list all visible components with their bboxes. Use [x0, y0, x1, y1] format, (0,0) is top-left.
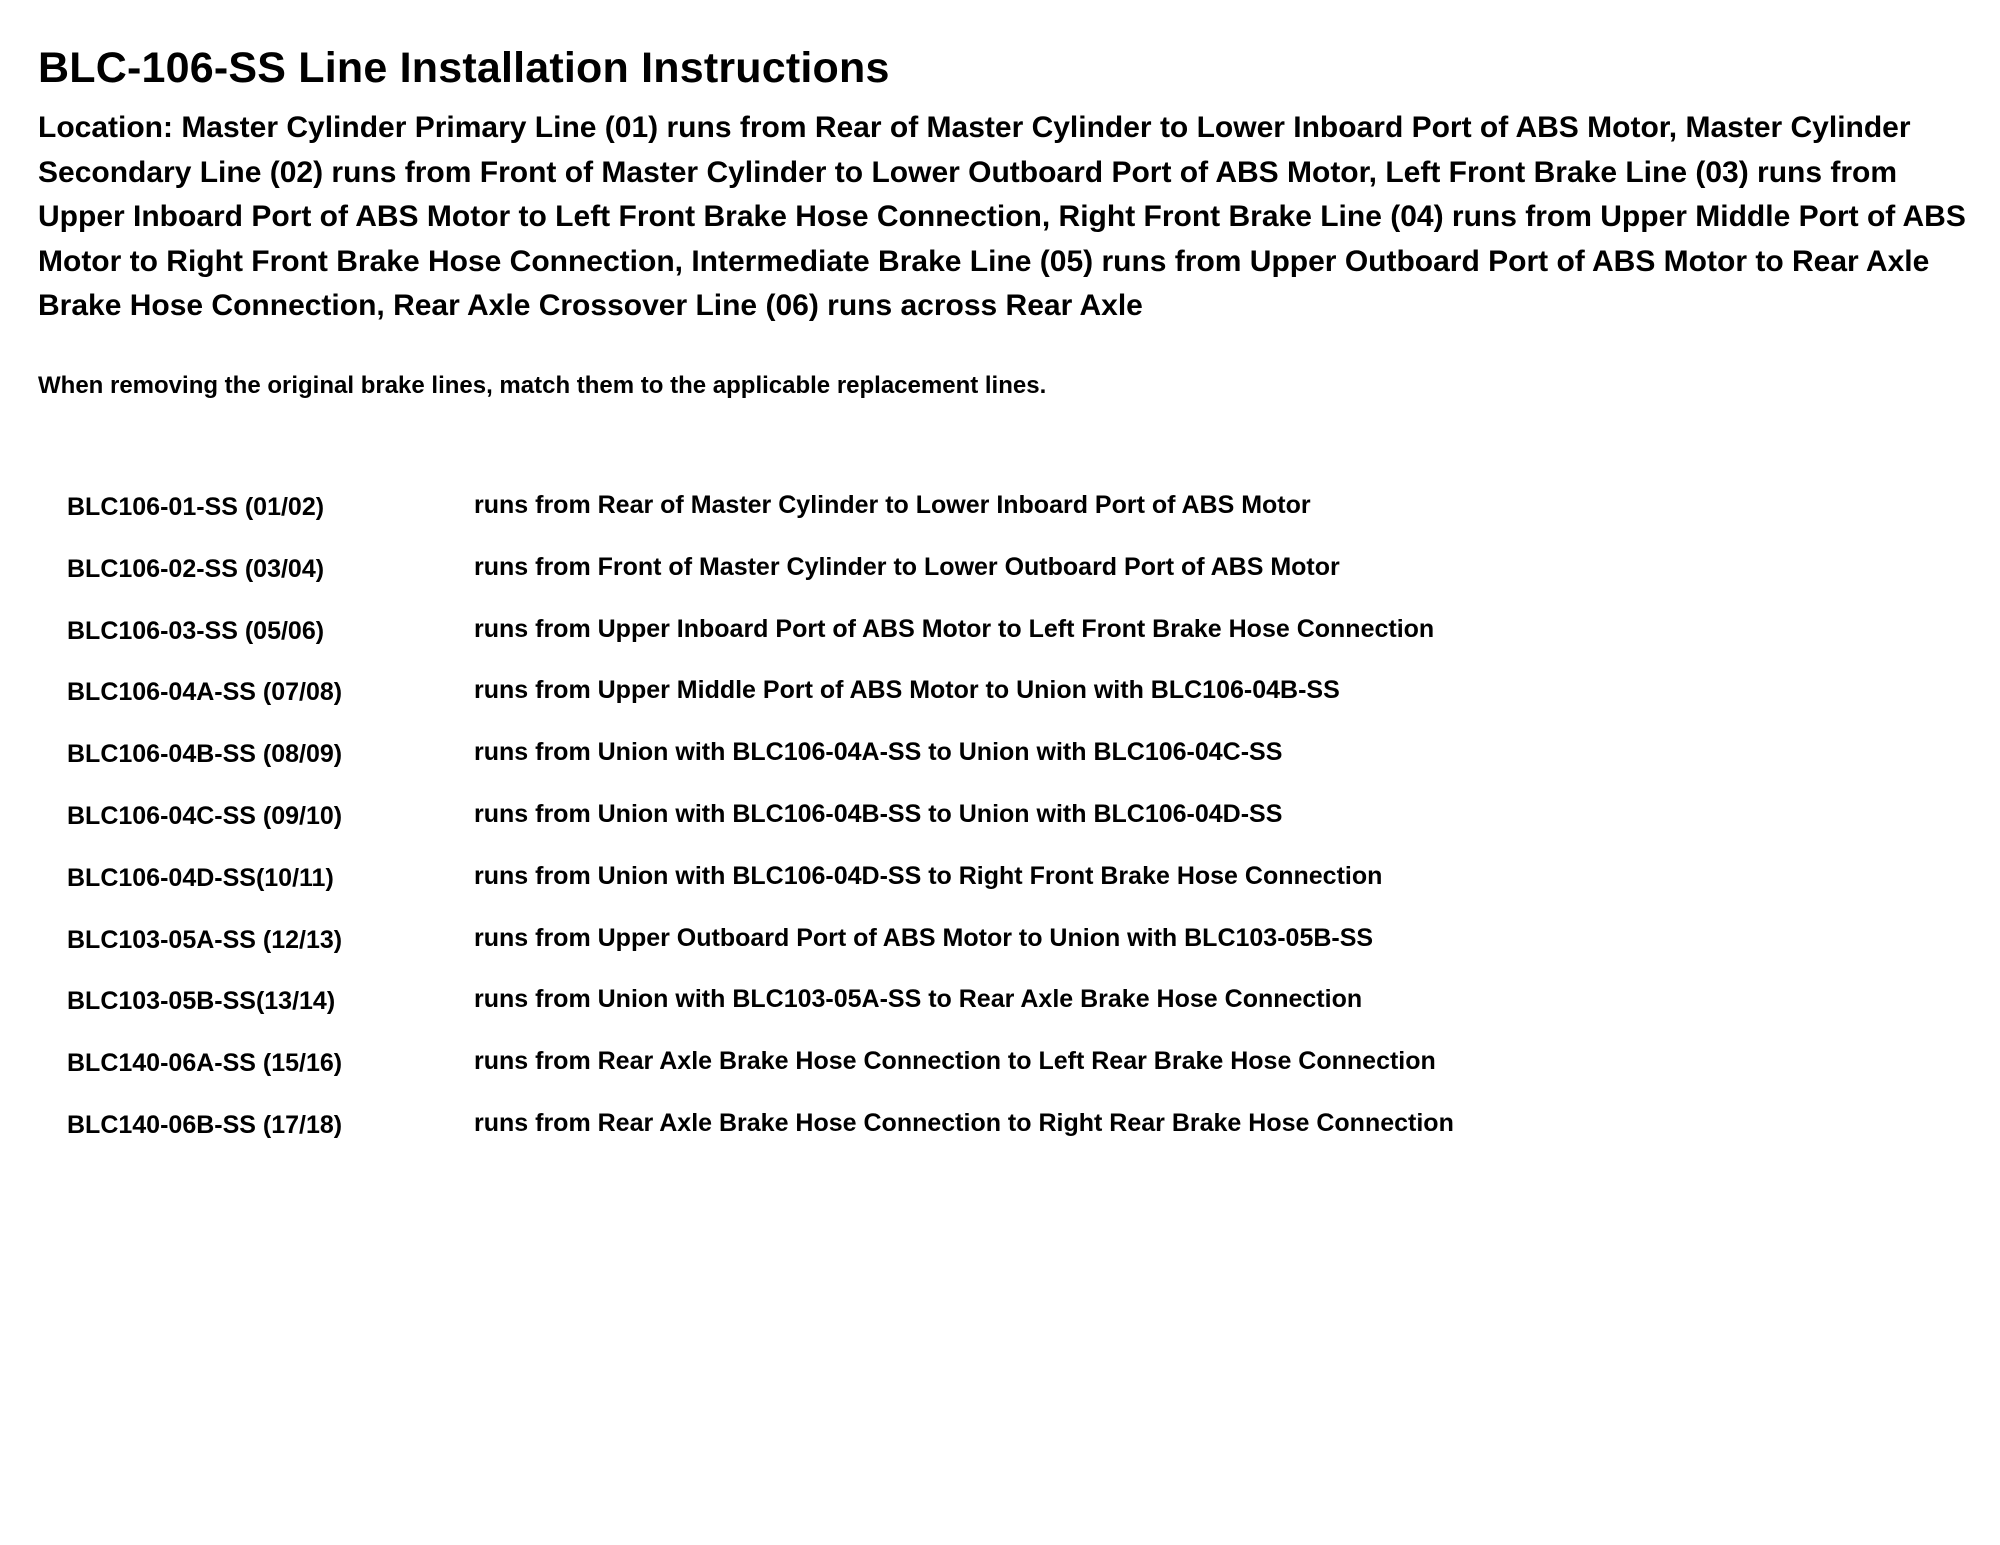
part-route: runs from Upper Outboard Port of ABS Motor to Union with BLC103-05B-SS [474, 923, 1374, 952]
part-route: runs from Rear Axle Brake Hose Connection to Left Rear Brake Hose Connection [474, 1047, 1436, 1076]
list-item [67, 490, 1667, 552]
part-route: runs from Union with BLC106-04D-SS to Right Front Brake Hose Connection [474, 861, 1383, 890]
part-number: BLC106-04D-SS(10/11) [67, 863, 334, 892]
part-route: runs from Rear of Master Cylinder to Lower Inboard Port of ABS Motor [474, 491, 1311, 519]
list-item [67, 675, 1667, 737]
location-description: Location: Master Cylinder Primary Line (01) runs from Rear of Master Cylinder to Lower Inboard Port of ABS Motor, Master Cylinder Secondary Line (02) runs from Front of Master Cylinder to Lower Outboard Port of ABS Motor, Left Front Brake Line (03) runs from Upper Inboard Port of ABS Motor to Left Front Brake Hose Connection, Right Front Brake Line (04) runs from Upper Middle Port of ABS Motor to Right Front Brake Hose Connection, Intermediate Brake Line (05) runs from Upper Outboard Port of ABS Motor to Rear Axle Brake Hose Connection, Rear Axle Crossover Line (06) runs across Rear Axle [38, 111, 1966, 322]
part-number: BLC103-05A-SS (12/13) [67, 925, 343, 954]
list-item [67, 1108, 1667, 1170]
part-route: runs from Upper Middle Port of ABS Motor to Union with BLC106-04B-SS [474, 676, 1340, 705]
part-route: runs from Union with BLC103-05A-SS to Rear Axle Brake Hose Connection [474, 985, 1363, 1014]
list-item [67, 799, 1667, 861]
list-item [67, 861, 1667, 923]
part-number: BLC103-05B-SS(13/14) [67, 987, 336, 1016]
part-route: runs from Front of Master Cylinder to Lower Outboard Port of ABS Motor [474, 552, 1340, 581]
part-number: BLC106-04C-SS (09/10) [67, 801, 343, 830]
part-number: BLC106-04A-SS (07/08) [67, 678, 343, 707]
part-number: BLC106-01-SS (01/02) [67, 493, 325, 521]
page-title: BLC-106-SS Line Installation Instructions [38, 44, 890, 92]
part-number: BLC106-04B-SS (08/09) [67, 740, 343, 769]
part-route: runs from Rear Axle Brake Hose Connection to Right Rear Brake Hose Connection [474, 1108, 1454, 1137]
part-number: BLC106-03-SS (05/06) [67, 616, 325, 645]
part-number: BLC140-06B-SS (17/18) [67, 1110, 343, 1139]
part-route: runs from Union with BLC106-04A-SS to Union with BLC106-04C-SS [474, 738, 1283, 767]
part-route: runs from Union with BLC106-04B-SS to Union with BLC106-04D-SS [474, 799, 1283, 828]
list-item [67, 552, 1667, 614]
list-item [67, 984, 1667, 1046]
list-item [67, 1046, 1667, 1108]
removal-note: When removing the original brake lines, match them to the applicable replacement lines. [38, 372, 1047, 399]
list-item [67, 923, 1667, 985]
list-item [67, 614, 1667, 676]
list-item [67, 737, 1667, 799]
part-number: BLC106-02-SS (03/04) [67, 554, 325, 583]
part-route: runs from Upper Inboard Port of ABS Motor to Left Front Brake Hose Connection [474, 614, 1435, 643]
part-number: BLC140-06A-SS (15/16) [67, 1049, 343, 1078]
parts-list [67, 490, 1667, 1170]
